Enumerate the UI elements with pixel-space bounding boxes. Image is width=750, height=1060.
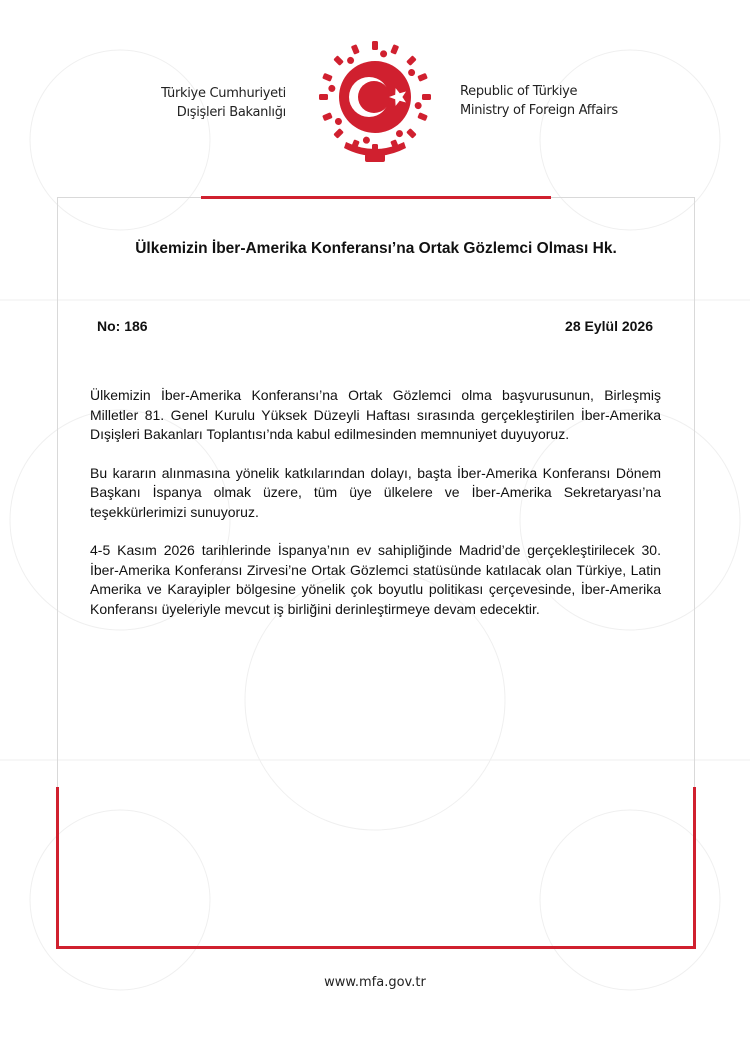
document-date: 28 Eylül 2026 bbox=[565, 318, 653, 334]
ministry-name-turkish bbox=[150, 84, 286, 122]
frame-top-red bbox=[201, 196, 551, 199]
website-link[interactable]: www.mfa.gov.tr bbox=[324, 975, 426, 990]
crescent-star-emblem-icon bbox=[316, 38, 434, 168]
org-tr-line1: Türkiye Cumhuriyeti bbox=[161, 86, 286, 101]
frame-right-red bbox=[693, 787, 696, 949]
org-en-line2: Ministry of Foreign Affairs bbox=[460, 103, 618, 118]
document-title: Ülkemizin İber-Amerika Konferansı’na Ortak Gözlemci Olması Hk. bbox=[135, 240, 617, 257]
org-en-line1: Republic of Türkiye bbox=[460, 84, 578, 99]
paragraph-1: Ülkemizin İber-Amerika Konferansı’na Ortak Gözlemci olma başvurusunun, Birleşmiş Milletler 81. Genel Kurulu Yüksek Düzeyli Haftası sırasında gerçekleştirilen İber-Amerika Dışişleri Bakanları Toplantısı’nda kabul edilmesinden memnuniyet duyuyoruz. bbox=[90, 387, 661, 442]
frame-left-gray bbox=[57, 197, 58, 787]
frame-right-gray bbox=[694, 197, 695, 787]
document-body bbox=[90, 386, 661, 638]
ministry-name-english bbox=[460, 82, 640, 120]
paragraph-3: 4-5 Kasım 2026 tarihlerinde İspanya’nın ev sahipliğinde Madrid’de gerçekleştirilecek 30. İber-Amerika Konferansı Zirvesi’ne Ortak Gözlemci statüsünde katılacak olan Türkiye, Latin Amerika ve Karayipler bölgesine yönelik çok boyutlu politikası çerçevesinde, İber-Amerika Konferansı üyeleriyle mevcut iş birliğini derinleştirmeye devam edecektir. bbox=[90, 542, 661, 617]
document-number: No: 186 bbox=[97, 318, 148, 334]
frame-left-red bbox=[56, 787, 59, 949]
paragraph-2: Bu kararın alınmasına yönelik katkılarından dolayı, başta İber-Amerika Konferansı Dönem Başkanı İspanya olmak üzere, tüm üye ülkelere ve İber-Amerika Sekretaryası’na teşekkürlerimizi sunuyoruz. bbox=[90, 464, 661, 520]
frame-bottom-red bbox=[56, 946, 696, 949]
org-tr-line2: Dışişleri Bakanlığı bbox=[176, 105, 286, 120]
